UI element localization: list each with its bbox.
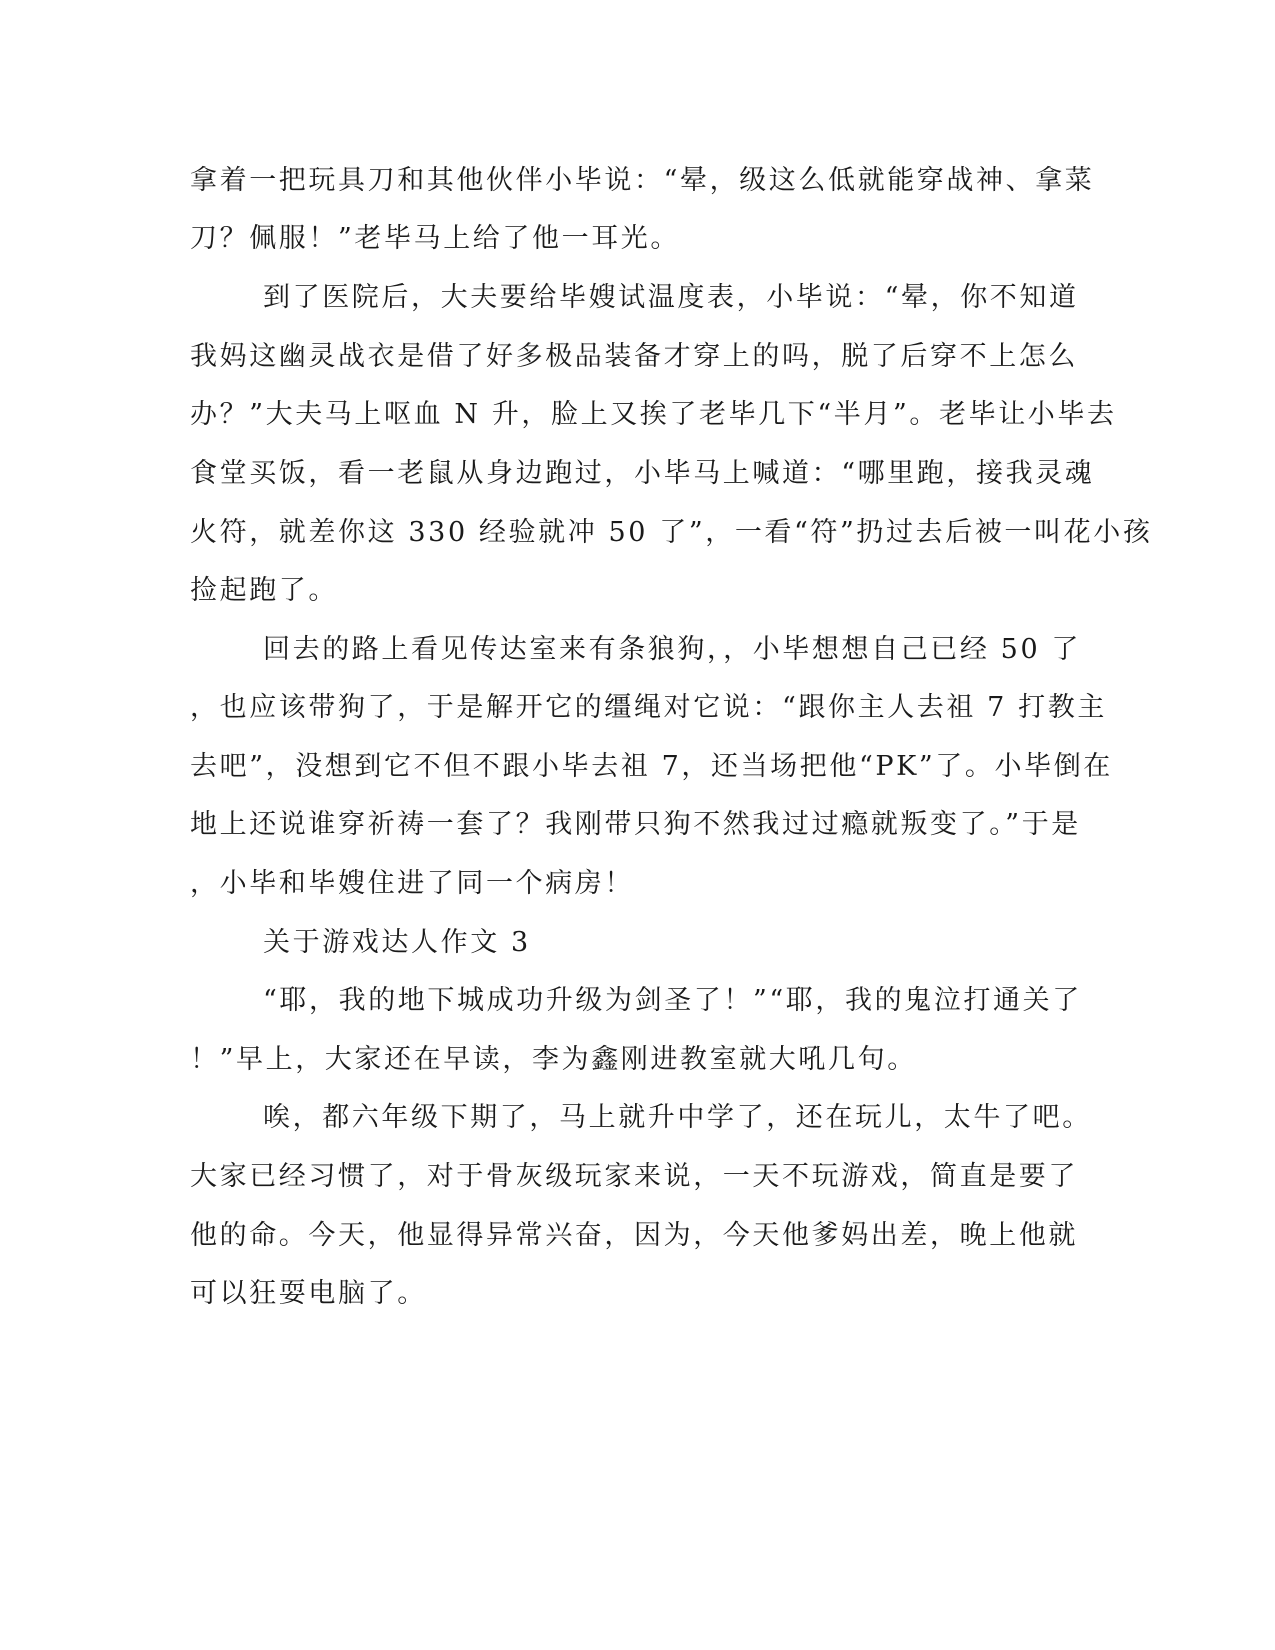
text-line: 到了医院后，大夫要给毕嫂试温度表，小毕说：“晕，你不知道: [263, 282, 1079, 313]
text-line: 大家已经习惯了，对于骨灰级玩家来说，一天不玩游戏，简直是要了: [190, 1161, 1078, 1192]
text-line: 捡起跑了。: [190, 575, 338, 606]
text-line: 办？”大夫马上呕血 N 升，脸上又挨了老毕几下“半月”。老毕让小毕去: [190, 399, 1117, 430]
text-line: 去吧”，没想到它不但不跟小毕去祖 7，还当场把他“PK”了。小毕倒在: [190, 751, 1113, 782]
text-line: 地上还说谁穿祈祷一套了？我刚带只狗不然我过过瘾就叛变了。”于是: [190, 809, 1081, 840]
text-line: ！”早上，大家还在早读，李为鑫刚进教室就大吼几句。: [190, 1044, 917, 1075]
text-line: 刀？佩服！”老毕马上给了他一耳光。: [190, 223, 681, 254]
text-line: “耶，我的地下城成功升级为剑圣了！”“耶，我的鬼泣打通关了: [263, 985, 1082, 1016]
text-line: 他的命。今天，他显得异常兴奋，因为，今天他爹妈出差，晚上他就: [190, 1220, 1078, 1251]
text-line: 火符，就差你这 330 经验就冲 50 了”，一看“符”扔过去后被一叫花小孩: [190, 517, 1153, 548]
text-line: ，小毕和毕嫂住进了同一个病房！: [190, 868, 634, 899]
section-heading: 关于游戏达人作文 3: [263, 927, 531, 958]
text-line: 唉，都六年级下期了，马上就升中学了，还在玩儿，太牛了吧。: [263, 1102, 1092, 1133]
text-line: ，也应该带狗了，于是解开它的缰绳对它说：“跟你主人去祖 7 打教主: [190, 692, 1107, 723]
text-line: 回去的路上看见传达室来有条狼狗，，小毕想想自己已经 50 了: [263, 634, 1082, 665]
text-line: 拿着一把玩具刀和其他伙伴小毕说：“晕，级这么低就能穿战神、拿菜: [190, 165, 1095, 196]
text-line: 我妈这幽灵战衣是借了好多极品装备才穿上的吗，脱了后穿不上怎么: [190, 341, 1078, 372]
text-line: 可以狂耍电脑了。: [190, 1278, 427, 1309]
text-line: 食堂买饭，看一老鼠从身边跑过，小毕马上喊道：“哪里跑，接我灵魂: [190, 458, 1095, 489]
